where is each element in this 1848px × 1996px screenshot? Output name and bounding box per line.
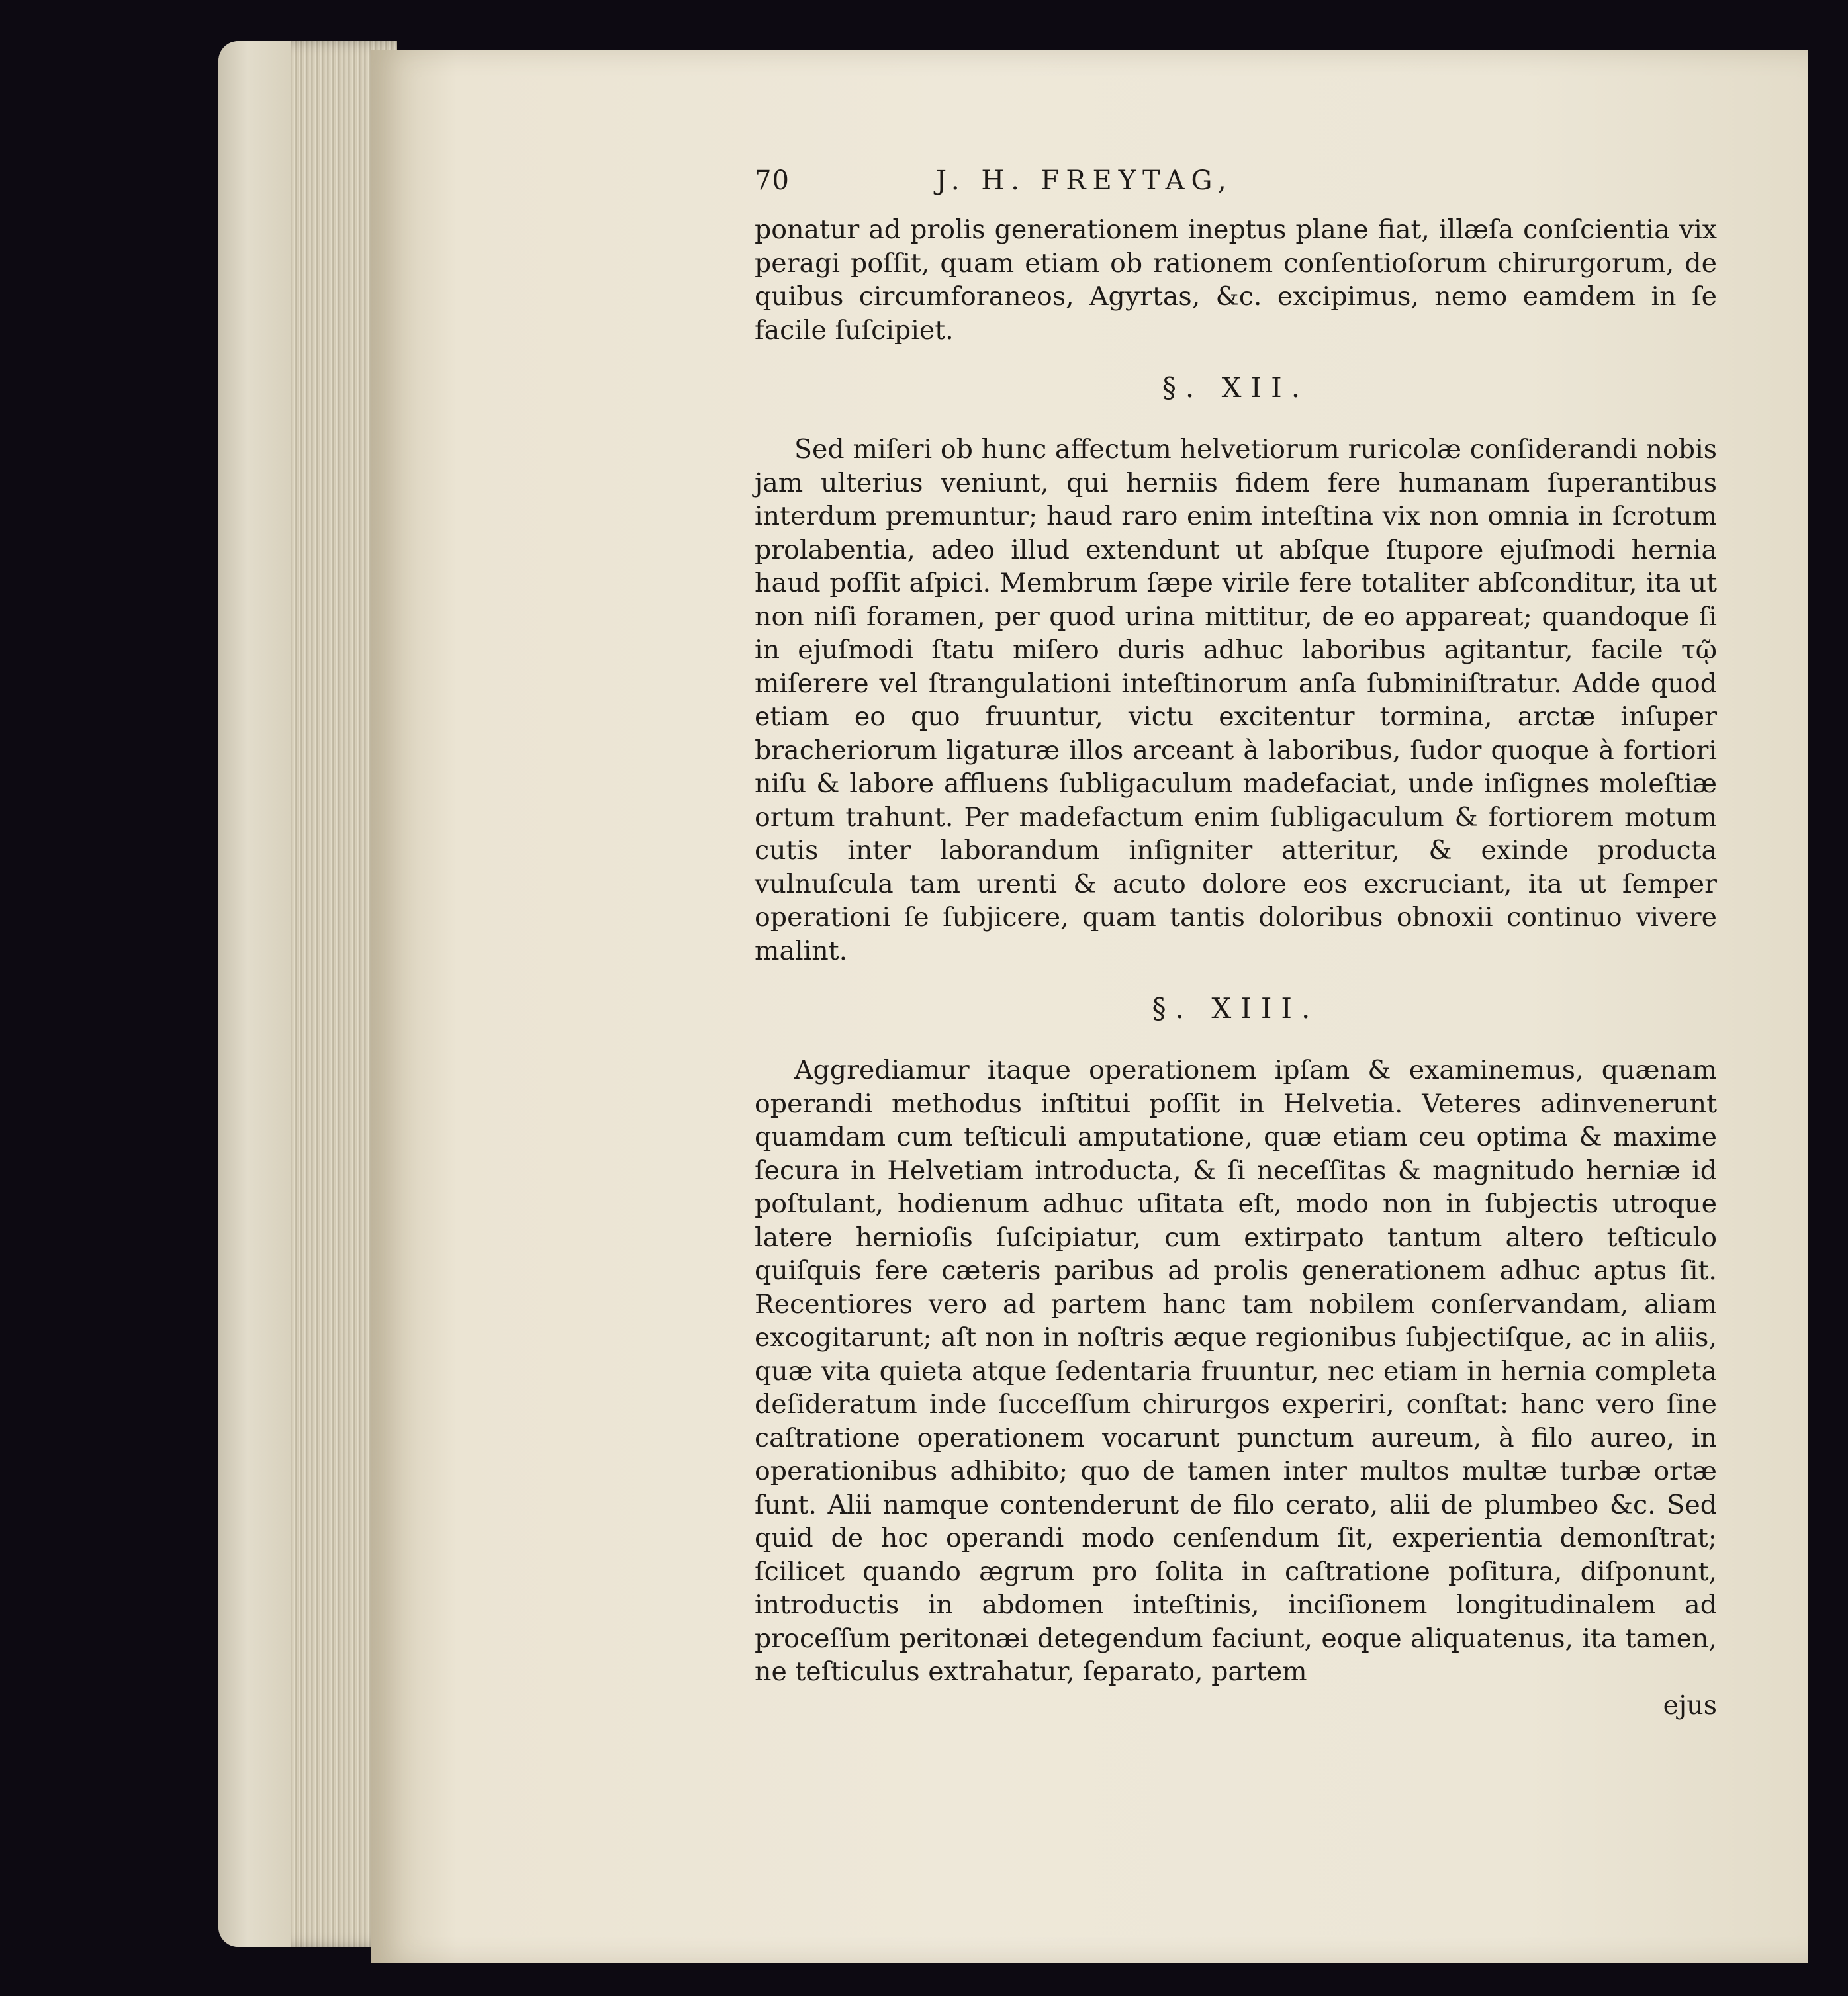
catchword: ejus <box>1663 1690 1717 1721</box>
section-xii-heading: §. XII. <box>1162 371 1310 404</box>
section-xii-paragraph: Sed miſeri ob hunc affectum helvetiorum ruricolæ conſiderandi nobis jam ulterius veniunt, qui herniis fidem fere humanam ſuperantibus interdum premuntur; haud raro enim inteſtina vix non omnia in ſcrotum prolabentia, adeo illud extendunt ut abſque ſtupore ejuſmodi hernia haud poſſit aſpici. Membrum ſæpe virile fere totaliter abſconditur, ita ut non niſi foramen, per quod urina mittitur, de eo appareat; quandoque ſi in ejuſmodi ſtatu miſero duris adhuc laboribus agitantur, facile τῷ miſerere vel ſtrangulationi inteſtinorum anſa ſubminiſtratur. Adde quod etiam eo quo fruuntur, victu excitentur tormina, arctæ inſuper bracheriorum ligaturæ illos arceant à laboribus, ſudor quoque à fortiori niſu & labore affluens ſubligaculum madefaciat, unde inſignes moleſtiæ ortum trahunt. Per madefactum enim ſubligaculum & fortiorem motum cutis inter laborandum inſigniter atteritur, & exinde producta vulnuſcula tam urenti & acuto dolore eos excruciant, ita ut ſemper operationi ſe ſubjicere, quam tantis doloribus obnoxii continuo vivere malint. <box>755 434 1717 966</box>
running-head-title: J. H. FREYTAG, <box>936 165 1233 196</box>
continuation-paragraph: ponatur ad prolis generationem ineptus plane fiat, illæſa conſcientia vix peragi poſſit, quam etiam ob rationem conſentioſorum chirurgorum, de quibus circumforaneos, Agyrtas, &c. excipimus, nemo eamdem in ſe facile ſuſcipiet. <box>755 214 1717 345</box>
section-xiii-paragraph: Aggrediamur itaque operationem ipſam & examinemus, quænam operandi methodus inſtitui poſſit in Helvetia. Veteres adinvenerunt quamdam cum teſticuli amputatione, quæ etiam ceu optima & maxime ſecura in Helvetiam introducta, & ſi neceſſitas & magnitudo herniæ id poſtulant, hodienum adhuc uſitata eſt, modo non in ſubjectis utroque latere hernioſis ſuſcipiatur, cum extirpato tantum altero teſticulo quiſquis fere cæteris paribus ad prolis generationem adhuc aptus ſit. Recentiores vero ad partem hanc tam nobilem conſervandam, aliam excogitarunt; aſt non in noſtris æque regionibus ſubjectiſque, ac in aliis, quæ vita quieta atque ſedentaria fruuntur, nec etiam in hernia completa deſideratum inde ſucceſſum chirurgos experiri, conſtat: hanc vero ſine caſtratione operationem vocarunt punctum aureum, à filo aureo, in operationibus adhibito; quo de tamen inter multos multæ turbæ ortæ ſunt. Alii namque contenderunt de filo cerato, alii de plumbeo &c. Sed quid de hoc operandi modo cenſendum ſit, experientia demonſtrat; ſcilicet quando ægrum pro ſolita in caſtratione poſitura, diſponunt, introductis in abdomen inteſtinis, inciſionem longitudinalem ad proceſſum peritonæi detegendum faciunt, eoque aliquatenus, ita tamen, ne teſticulus extrahatur, ſeparato, partem <box>755 1055 1717 1687</box>
page-number: 70 <box>755 165 790 196</box>
section-xiii-heading: §. XIII. <box>1152 992 1320 1024</box>
running-head <box>755 165 1717 205</box>
book-cover-edge <box>218 41 291 1947</box>
text-block <box>755 165 1717 1722</box>
